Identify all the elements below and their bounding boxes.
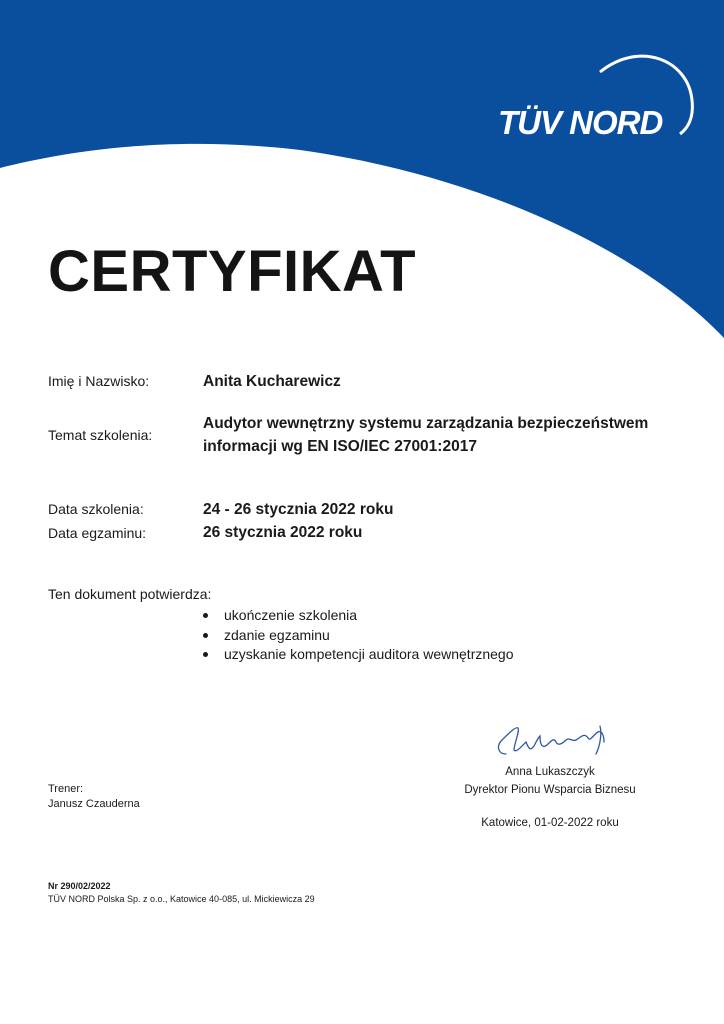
confirmation-intro: Ten dokument potwierdza:: [48, 586, 212, 602]
document-number: Nr 290/02/2022: [48, 881, 111, 891]
tuv-nord-logo: TÜV NORD: [498, 104, 663, 141]
confirmation-list: [200, 606, 514, 665]
topic-label: Temat szkolenia:: [48, 427, 153, 443]
signatory-title: Dyrektor Pionu Wsparcia Biznesu: [464, 784, 636, 796]
exam-date-label: Data egzaminu:: [48, 525, 147, 541]
trainer-label: Trener:: [48, 783, 84, 795]
certificate-title: CERTYFIKAT: [48, 239, 417, 304]
list-item: ukończenie szkolenia: [200, 606, 514, 626]
topic-value-line2: informacji wg EN ISO/IEC 27001:2017: [203, 438, 477, 455]
trainer-name: Janusz Czauderna: [48, 798, 140, 810]
name-label: Imię i Nazwisko:: [48, 373, 150, 389]
topic-value-line1: Audytor wewnętrzny systemu zarządzania bezpieczeństwem: [203, 415, 649, 432]
name-value: Anita Kucharewicz: [203, 373, 341, 390]
list-item: uzyskanie kompetencji auditora wewnętrznego: [200, 645, 514, 665]
place-date: Katowice, 01-02-2022 roku: [481, 817, 619, 829]
exam-date-value: 26 stycznia 2022 roku: [203, 524, 363, 541]
training-date-label: Data szkolenia:: [48, 501, 144, 517]
list-item: zdanie egzaminu: [200, 626, 514, 646]
company-address: TÜV NORD Polska Sp. z o.o., Katowice 40-085, ul. Mickiewicza 29: [48, 894, 315, 904]
signature-image: [492, 722, 622, 762]
signatory-name: Anna Lukaszczyk: [505, 766, 595, 778]
training-date-value: 24 - 26 stycznia 2022 roku: [203, 501, 394, 518]
